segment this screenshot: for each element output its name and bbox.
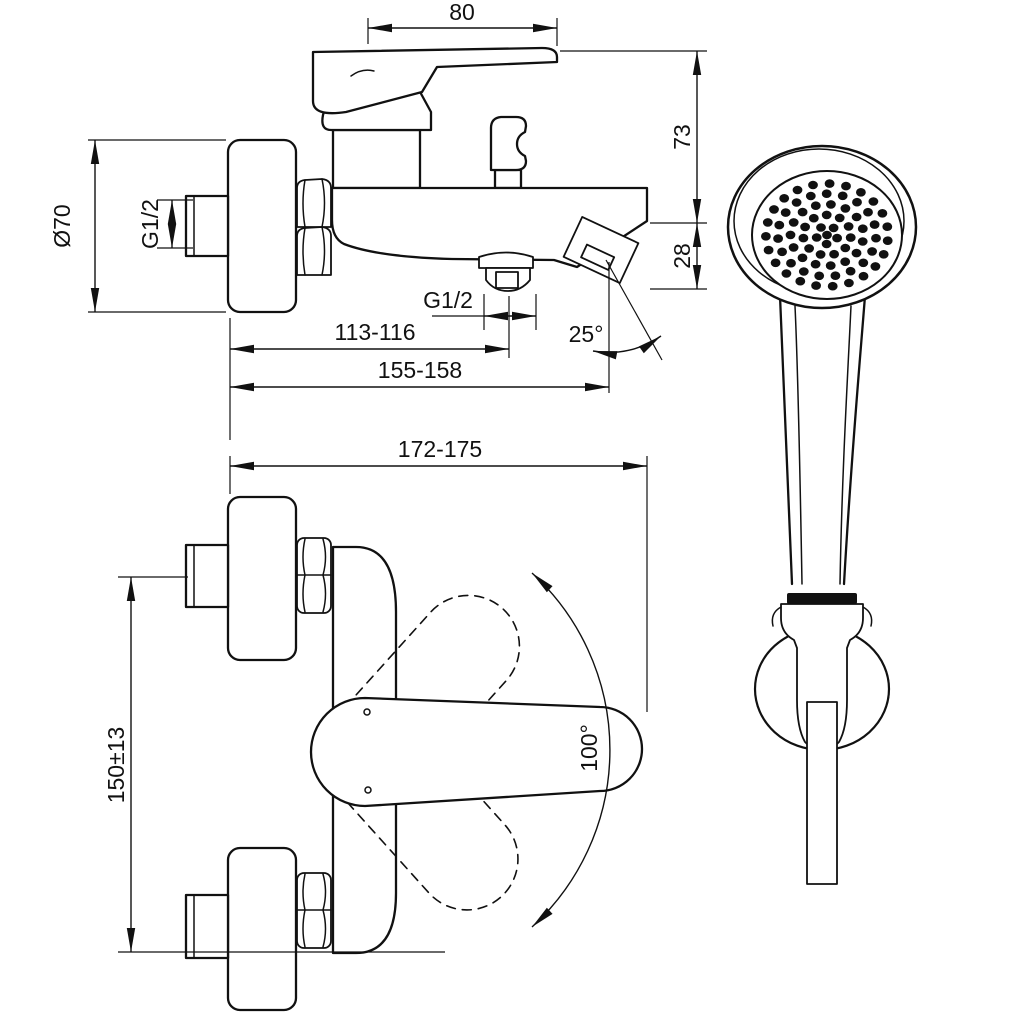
mixer-front-view bbox=[103, 436, 647, 1010]
dim-label-73: 73 bbox=[669, 124, 695, 150]
dim-label-113-116: 113-116 bbox=[334, 319, 416, 345]
hand-shower-handle-fill bbox=[780, 296, 865, 584]
wall-flange-side bbox=[228, 140, 296, 312]
dim-label-g12-outlet: G1/2 bbox=[423, 287, 473, 313]
dim-handle-width bbox=[368, 0, 557, 46]
hand-shower-grip bbox=[807, 702, 837, 884]
hand-shower-view bbox=[728, 146, 916, 884]
lever-handle-side bbox=[313, 48, 557, 113]
dim-label-25deg: 25° bbox=[568, 321, 604, 347]
diverter-knob bbox=[491, 117, 526, 188]
connection-nuts-side bbox=[297, 179, 331, 275]
dim-wall-to-outlet bbox=[230, 296, 509, 440]
dim-label-g12-inlet: G1/2 bbox=[137, 199, 163, 249]
inlet-nipple-bottom bbox=[186, 895, 228, 958]
handle-ferrule bbox=[787, 593, 857, 604]
dim-label-dia70: Ø70 bbox=[49, 204, 75, 248]
wall-flange-top bbox=[228, 497, 296, 660]
cartridge-housing bbox=[333, 130, 420, 188]
dim-label-80: 80 bbox=[449, 0, 475, 25]
spout-outlet-connection bbox=[479, 253, 533, 292]
dim-label-155-158: 155-158 bbox=[377, 357, 463, 383]
dim-label-100deg: 100° bbox=[576, 724, 602, 772]
mixer-side-view bbox=[49, 0, 707, 440]
wall-flange-bottom bbox=[228, 848, 296, 1010]
dim-outlet-thread bbox=[423, 287, 536, 330]
inlet-nipple-side bbox=[186, 196, 228, 256]
dim-inlet-thread bbox=[137, 199, 193, 249]
inlet-nipple-top bbox=[186, 545, 228, 607]
dim-label-172-175: 172-175 bbox=[397, 436, 483, 462]
dim-wall-to-spout-tip bbox=[230, 357, 609, 387]
dim-label-28: 28 bbox=[669, 243, 695, 269]
dim-label-150pm13: 150±13 bbox=[103, 726, 129, 804]
